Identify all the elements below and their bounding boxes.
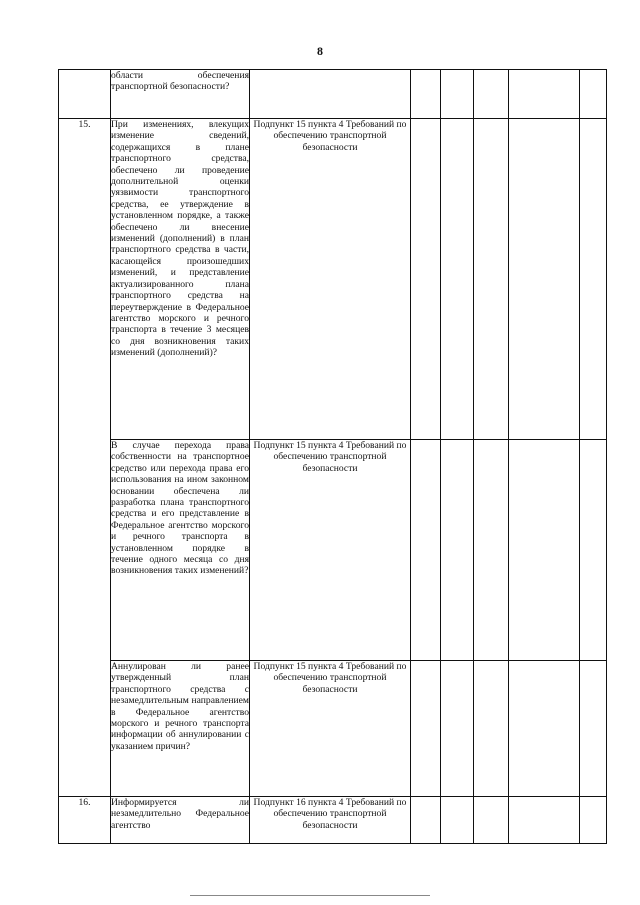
answer-cell-na [474,797,509,844]
question-cell [111,797,250,844]
note-cell [509,440,580,661]
answer-cell-no [441,440,474,661]
note-cell [509,661,580,797]
reference-cell [250,70,411,119]
extra-cell [580,661,607,797]
row-number-cell: 15. [59,119,111,797]
table-row [59,119,607,440]
page-number: 8 [317,44,323,58]
row-number-cell [59,70,111,119]
answer-cell-no [441,797,474,844]
question-text: При изменениях, влекущих изменение сведений, содержащихся в плане транспортного средства, обеспечено ли проведение дополнительной оценки уязвимости транспортного средства, ее утверждение в установленном порядке, а также обеспечено ли внесение изменений (дополнений) в план транспортного средства в части, касающейся произошедших изменений, и представление актуализированного плана транспортного средства на переутверждение в Федеральное агентство морского и речного транспорта в течение 3 месяцев со дня возникновения таких изменений (дополнений)? [111,119,249,359]
row-number-cell: 16. [59,797,111,844]
extra-cell [580,119,607,440]
question-cell [111,661,250,797]
question-cell [111,119,250,440]
answer-cell-no [441,661,474,797]
question-text: Информируется ли незамедлительно Федеральное агентство [111,797,249,831]
question-cell [111,440,250,661]
answer-cell-na [474,440,509,661]
checklist-table [58,69,607,844]
answer-cell-na [474,661,509,797]
table-row [59,797,607,844]
question-text: Аннулирован ли ранее утвержденный план транспортного средства с незамедлительным направлением в Федеральное агентство морского и речного транспорта информации об аннулировании с указанием причин? [111,661,249,752]
reference-cell: Подпункт 16 пункта 4 Требований по обеспечению транспортной безопасности [250,797,411,844]
note-cell [509,70,580,119]
table-row [59,661,607,797]
note-cell [509,119,580,440]
answer-cell-no [441,70,474,119]
extra-cell [580,70,607,119]
extra-cell [580,440,607,661]
question-text: В случае перехода права собственности на транспортное средство или перехода права его использования на ином законном основании обеспечена ли разработка плана транспортного средства и его представление в Федеральное агентство морского и речного транспорта в установленном порядке в течение одного месяца со дня возникновения таких изменений? [111,440,249,577]
answer-cell-yes [411,119,441,440]
reference-cell: Подпункт 15 пункта 4 Требований по обеспечению транспортной безопасности [250,440,411,661]
note-cell [509,797,580,844]
table-row [59,70,607,119]
answer-cell-na [474,70,509,119]
question-cell [111,70,250,119]
reference-cell: Подпункт 15 пункта 4 Требований по обеспечению транспортной безопасности [250,119,411,440]
answer-cell-yes [411,797,441,844]
answer-cell-no [441,119,474,440]
answer-cell-yes [411,661,441,797]
reference-cell: Подпункт 15 пункта 4 Требований по обеспечению транспортной безопасности [250,661,411,797]
extra-cell [580,797,607,844]
question-text: области обеспечения транспортной безопасности? [111,70,249,93]
answer-cell-yes [411,440,441,661]
table-row [59,440,607,661]
answer-cell-yes [411,70,441,119]
answer-cell-na [474,119,509,440]
scan-edge-line [190,895,430,896]
